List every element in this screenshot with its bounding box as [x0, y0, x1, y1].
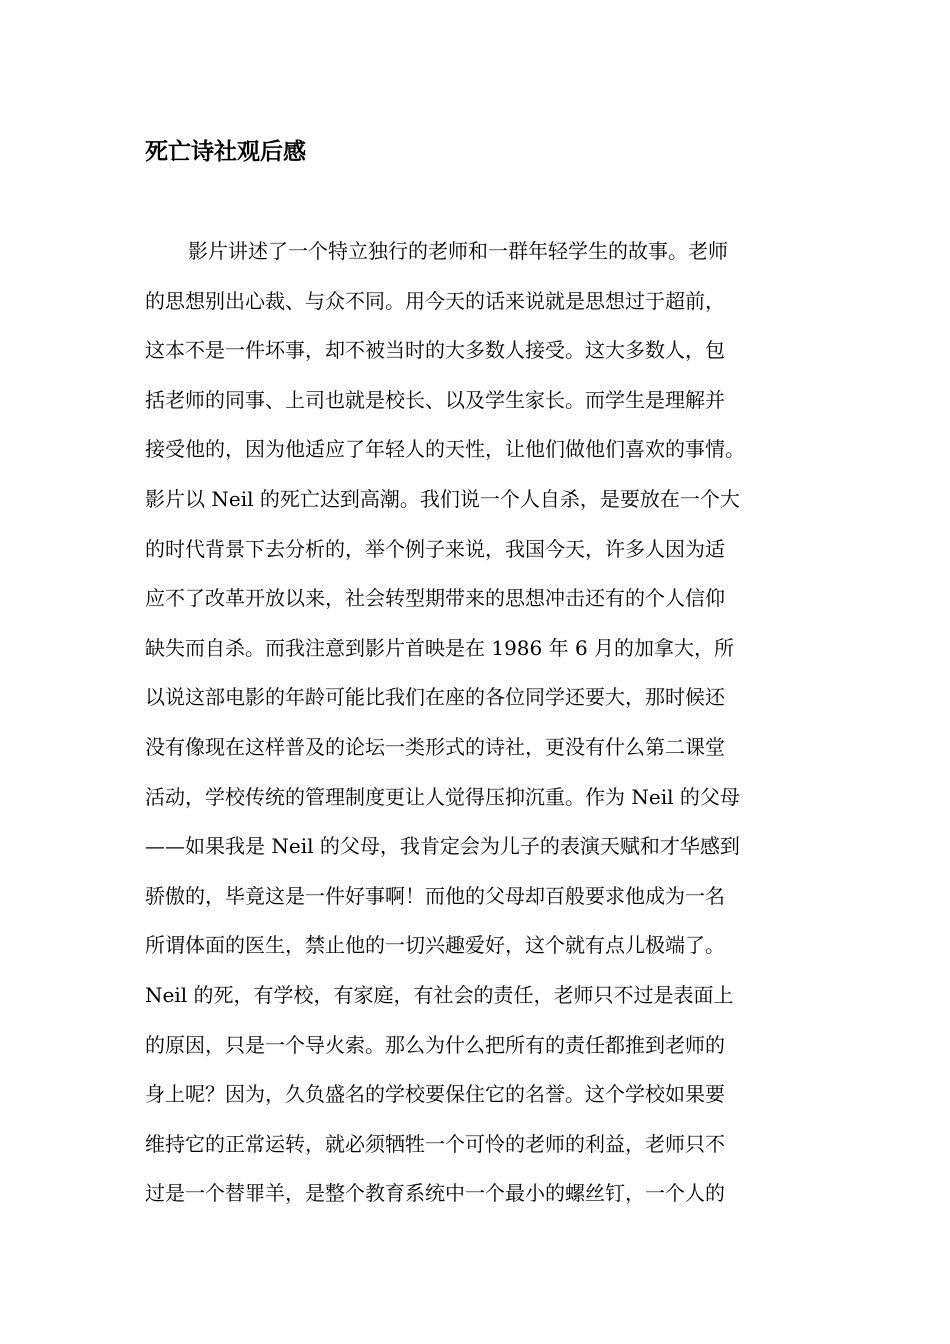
document-body — [145, 233, 835, 1225]
text-line: 骄傲的，毕竟这是一件好事啊！而他的父母却百般要求他成为一名 — [145, 883, 725, 908]
text-line: 影片讲述了一个特立独行的老师和一群年轻学生的故事。老师 — [188, 239, 728, 263]
text-line: 过是一个替罪羊，是整个教育系统中一个最小的螺丝钉，一个人的 — [145, 1181, 725, 1206]
text-line: 身上呢？因为，久负盛名的学校要保住它的名誉。这个学校如果要 — [145, 1082, 725, 1107]
text-line: 接受他的，因为他适应了年轻人的天性，让他们做他们喜欢的事情。 — [145, 437, 745, 462]
text-line: 活动，学校传统的管理制度更让人觉得压抑沉重。作为 Neil 的父母 — [145, 784, 740, 809]
text-line: 缺失而自杀。而我注意到影片首映是在 1986 年 6 月的加拿大，所 — [145, 635, 735, 660]
text-line: 括老师的同事、上司也就是校长、以及学生家长。而学生是理解并 — [145, 387, 725, 412]
text-line: 所谓体面的医生，禁止他的一切兴趣爱好，这个就有点儿极端了。 — [145, 933, 725, 958]
text-line: 影片以 Neil 的死亡达到高潮。我们说一个人自杀，是要放在一个大 — [145, 486, 740, 511]
document-title: 死亡诗社观后感 — [145, 139, 306, 165]
text-line: ——如果我是 Neil 的父母，我肯定会为儿子的表演天赋和才华感到 — [145, 834, 740, 859]
text-line: Neil 的死，有学校，有家庭，有社会的责任，老师只不过是表面上 — [145, 982, 734, 1007]
text-line: 这本不是一件坏事，却不被当时的大多数人接受。这大多数人，包 — [145, 338, 725, 363]
text-line: 维持它的正常运转，就必须牺牲一个可怜的老师的利益，老师只不 — [145, 1131, 725, 1156]
text-line: 的原因，只是一个导火索。那么为什么把所有的责任都推到老师的 — [145, 1032, 725, 1057]
text-line: 的思想别出心裁、与众不同。用今天的话来说就是思想过于超前， — [145, 288, 725, 313]
text-line: 以说这部电影的年龄可能比我们在座的各位同学还要大，那时候还 — [145, 685, 725, 710]
text-line: 应不了改革开放以来，社会转型期带来的思想冲击还有的个人信仰 — [145, 586, 725, 611]
text-line: 的时代背景下去分析的，举个例子来说，我国今天，许多人因为适 — [145, 536, 725, 561]
text-line: 没有像现在这样普及的论坛一类形式的诗社，更没有什么第二课堂 — [145, 734, 725, 759]
